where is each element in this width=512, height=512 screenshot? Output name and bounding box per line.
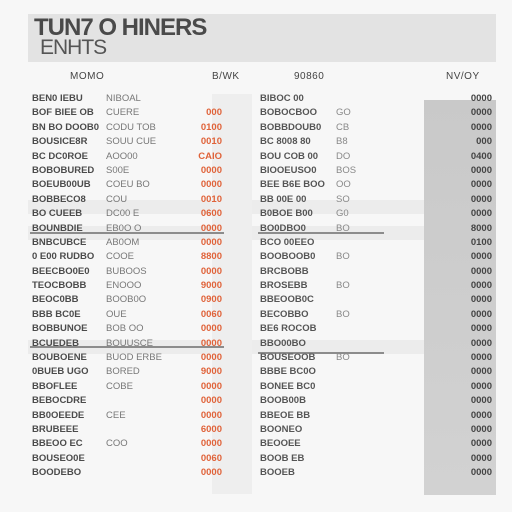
row-detail: BO xyxy=(336,280,350,292)
row-detail: ENOOO xyxy=(106,280,142,292)
row-value: 0000 xyxy=(470,366,492,378)
row-detail: SO xyxy=(336,193,350,205)
row-value: 0000 xyxy=(200,236,222,248)
row-value: 0000 xyxy=(470,395,492,407)
row-label: BB 00E 00 xyxy=(260,193,307,205)
table-row xyxy=(256,150,496,164)
column-header-1: MOMO xyxy=(70,71,105,82)
column-header-2: B/WK xyxy=(212,71,240,82)
table-row xyxy=(256,409,496,423)
row-value: 000 xyxy=(476,136,492,148)
table-row xyxy=(28,207,224,221)
table-row xyxy=(28,394,224,408)
table-row xyxy=(28,164,224,178)
table-row xyxy=(28,121,224,135)
row-label: BEOOEE xyxy=(260,438,301,450)
row-value: 0000 xyxy=(200,179,222,191)
table-row xyxy=(28,337,224,351)
row-detail: BUBOOS xyxy=(106,265,147,277)
table-row xyxy=(28,365,224,379)
row-detail: AOO00 xyxy=(106,150,138,162)
row-value: 0900 xyxy=(200,294,222,306)
row-value: 0000 xyxy=(470,423,492,435)
row-label: BECOBBO xyxy=(260,308,309,320)
row-label: BOUSICE8R xyxy=(32,136,88,148)
row-detail: BO xyxy=(336,222,350,234)
row-value: 000 xyxy=(206,107,222,119)
row-label: BB0OEEDE xyxy=(32,409,85,421)
table-row xyxy=(256,236,496,250)
table-row xyxy=(256,164,496,178)
row-value: 0000 xyxy=(470,380,492,392)
table-row xyxy=(256,351,496,365)
row-value: 0000 xyxy=(470,308,492,320)
table-row xyxy=(28,322,224,336)
row-value: 0000 xyxy=(470,294,492,306)
row-detail: AB0OM xyxy=(106,236,140,248)
row-value: 0000 xyxy=(200,337,222,349)
table-row xyxy=(256,222,496,236)
row-value: 0000 xyxy=(470,409,492,421)
row-value: 0060 xyxy=(200,452,222,464)
row-label: BOUBOENE xyxy=(32,352,87,364)
row-label: BONEE BC0 xyxy=(260,380,316,392)
row-label: BBEOO EC xyxy=(32,438,83,450)
table-row xyxy=(256,452,496,466)
table-row xyxy=(256,293,496,307)
table-row xyxy=(28,279,224,293)
row-detail: BO xyxy=(336,352,350,364)
row-label: BOEUB00UB xyxy=(32,179,91,191)
row-value: 0000 xyxy=(200,467,222,479)
row-label: 0BUEB UGO xyxy=(32,366,89,378)
row-label: BC DC0ROE xyxy=(32,150,88,162)
row-label: BOOB00B xyxy=(260,395,306,407)
row-value: 0060 xyxy=(200,308,222,320)
row-detail: COEU BO xyxy=(106,179,150,191)
left-table xyxy=(28,92,224,481)
row-detail: BOUUSCE xyxy=(106,337,153,349)
row-detail: DO xyxy=(336,150,351,162)
row-label: BOUNBDIE xyxy=(32,222,83,234)
row-label: BOONEO xyxy=(260,423,303,435)
row-label: BOODEBO xyxy=(32,467,82,479)
row-value: 0000 xyxy=(470,121,492,133)
row-label: BOBBUNOE xyxy=(32,323,88,335)
row-label: BOBBDOUB0 xyxy=(260,121,322,133)
row-label: BBB BC0E xyxy=(32,308,81,320)
row-value: 0000 xyxy=(470,352,492,364)
row-label: BEN0 IEBU xyxy=(32,93,83,104)
row-value: 0000 xyxy=(200,265,222,277)
row-detail: OUE xyxy=(106,308,127,320)
row-label: BIOOEUSO0 xyxy=(260,164,317,176)
table-row xyxy=(256,193,496,207)
row-label: BOU COB 00 xyxy=(260,150,319,162)
row-detail: CB xyxy=(336,121,350,133)
row-label: BOOB EB xyxy=(260,452,305,464)
table-row xyxy=(28,150,224,164)
row-label: BE6 ROCOB xyxy=(260,323,317,335)
row-detail: BOOB0O xyxy=(106,294,147,306)
row-detail: NIBOAL xyxy=(106,93,141,104)
row-value: 0000 xyxy=(200,164,222,176)
row-value: 9000 xyxy=(200,366,222,378)
table-row xyxy=(256,423,496,437)
row-value: 0000 xyxy=(470,251,492,263)
row-value: 0100 xyxy=(200,121,222,133)
page-subtitle: ENHTS xyxy=(40,36,107,59)
row-label: BOBOBURED xyxy=(32,164,95,176)
table-row xyxy=(256,135,496,149)
row-label: BNBCUBCE xyxy=(32,236,87,248)
row-label: BRCBOBB xyxy=(260,265,309,277)
table-row xyxy=(256,466,496,480)
row-value: 0000 xyxy=(470,452,492,464)
table-row xyxy=(256,207,496,221)
row-detail: DC00 E xyxy=(106,208,140,220)
table-row xyxy=(28,308,224,322)
row-value: 0600 xyxy=(200,208,222,220)
row-value: 0000 xyxy=(470,280,492,292)
table-row xyxy=(256,92,496,106)
row-detail: GO xyxy=(336,107,351,119)
row-label: BN BO DOOB0 xyxy=(32,121,100,133)
row-detail: CODU TOB xyxy=(106,121,156,133)
table-row xyxy=(28,437,224,451)
row-detail: SOUU CUE xyxy=(106,136,157,148)
column-header-3: 90860 xyxy=(294,71,325,82)
row-value: 6000 xyxy=(200,423,222,435)
table-row xyxy=(256,365,496,379)
table-row xyxy=(28,236,224,250)
table-row xyxy=(256,279,496,293)
row-label: BOBOCBOO xyxy=(260,107,317,119)
row-value: 0100 xyxy=(470,236,492,248)
row-label: 0 E00 RUDBO xyxy=(32,251,95,263)
row-value: 9000 xyxy=(200,280,222,292)
column-header-4: NV/OY xyxy=(446,71,480,82)
row-label: BC 8008 80 xyxy=(260,136,311,148)
row-detail: BOB OO xyxy=(106,323,144,335)
row-value: 0000 xyxy=(200,409,222,421)
row-value: 0000 xyxy=(470,337,492,349)
table-row xyxy=(28,193,224,207)
row-value: 8000 xyxy=(470,222,492,234)
table-row xyxy=(256,250,496,264)
row-detail: CUERE xyxy=(106,107,140,119)
row-label: BOUSEOOB xyxy=(260,352,316,364)
row-value: 0000 xyxy=(470,208,492,220)
table-row xyxy=(256,178,496,192)
row-value: 0000 xyxy=(470,179,492,191)
row-detail: BO xyxy=(336,251,350,263)
row-label: BOOBOOB0 xyxy=(260,251,316,263)
row-value: 0000 xyxy=(470,107,492,119)
table-row xyxy=(256,322,496,336)
row-label: BBO00BO xyxy=(260,337,306,349)
row-value: 0000 xyxy=(200,380,222,392)
row-value: 0000 xyxy=(470,193,492,205)
row-value: 0000 xyxy=(470,93,492,104)
table-row xyxy=(256,308,496,322)
table-row xyxy=(256,437,496,451)
row-detail: COOE xyxy=(106,251,134,263)
row-label: BEECBO0E0 xyxy=(32,265,90,277)
page-title: TUN7 O HINERS xyxy=(34,14,207,41)
row-value: 0010 xyxy=(200,193,222,205)
row-detail: COO xyxy=(106,438,128,450)
table-row xyxy=(28,265,224,279)
row-detail: BUOD ERBE xyxy=(106,352,162,364)
row-detail: B8 xyxy=(336,136,348,148)
table-row xyxy=(256,394,496,408)
row-label: B0BOE B00 xyxy=(260,208,313,220)
table-row xyxy=(28,293,224,307)
table-row xyxy=(28,452,224,466)
table-row xyxy=(28,178,224,192)
table-row xyxy=(28,222,224,236)
row-detail: OO xyxy=(336,179,351,191)
row-detail: G0 xyxy=(336,208,349,220)
row-detail: BO xyxy=(336,308,350,320)
row-label: BRUBEEE xyxy=(32,423,79,435)
row-label: BIBOC 00 xyxy=(260,93,304,104)
row-value: 0000 xyxy=(470,323,492,335)
row-label: BCO 00EEO xyxy=(260,236,315,248)
row-value: 0000 xyxy=(470,164,492,176)
row-label: BBEOOB0C xyxy=(260,294,314,306)
row-label: TEOCBOBB xyxy=(32,280,87,292)
row-label: BOF BIEE OB xyxy=(32,107,94,119)
row-value: 0000 xyxy=(200,323,222,335)
row-detail: COBE xyxy=(106,380,133,392)
row-label: BBOFLEE xyxy=(32,380,78,392)
row-detail: S00E xyxy=(106,164,130,176)
row-detail: CEE xyxy=(106,409,126,421)
table-row xyxy=(256,380,496,394)
table-row xyxy=(28,135,224,149)
table-row xyxy=(28,409,224,423)
row-label: BEOC0BB xyxy=(32,294,79,306)
row-value: 0000 xyxy=(200,438,222,450)
row-value: 0400 xyxy=(470,150,492,162)
table-row xyxy=(28,380,224,394)
row-value: 0000 xyxy=(200,395,222,407)
row-label: BBEOE BB xyxy=(260,409,311,421)
table-row xyxy=(256,106,496,120)
table-row xyxy=(28,106,224,120)
right-table xyxy=(256,92,496,481)
row-label: BEBOCDRE xyxy=(32,395,87,407)
row-value: 0000 xyxy=(470,467,492,479)
table-row xyxy=(28,423,224,437)
row-value: 0010 xyxy=(200,136,222,148)
table-row xyxy=(28,466,224,480)
row-value: 8800 xyxy=(200,251,222,263)
row-label: BOOEB xyxy=(260,467,295,479)
table-row xyxy=(28,351,224,365)
row-detail: BORED xyxy=(106,366,140,378)
row-label: BOBBECO8 xyxy=(32,193,86,205)
row-detail: COU xyxy=(106,193,128,205)
row-label: BROSEBB xyxy=(260,280,308,292)
row-value: CAIO xyxy=(198,150,222,162)
row-value: 0000 xyxy=(470,265,492,277)
row-label: BO CUEEB xyxy=(32,208,83,220)
table-row xyxy=(256,265,496,279)
table-row xyxy=(28,250,224,264)
table-row xyxy=(256,121,496,135)
table-row xyxy=(256,337,496,351)
row-label: BCUEDEB xyxy=(32,337,79,349)
row-value: 0000 xyxy=(470,438,492,450)
row-value: 0000 xyxy=(200,222,222,234)
row-label: BOUSEO0E xyxy=(32,452,85,464)
table-row xyxy=(28,92,224,106)
row-detail: EB0O O xyxy=(106,222,142,234)
row-label: BEE B6E BOO xyxy=(260,179,325,191)
row-label: BO0DBO0 xyxy=(260,222,306,234)
row-value: 0000 xyxy=(200,352,222,364)
row-label: BBBE BC0O xyxy=(260,366,316,378)
row-detail: BOS xyxy=(336,164,357,176)
